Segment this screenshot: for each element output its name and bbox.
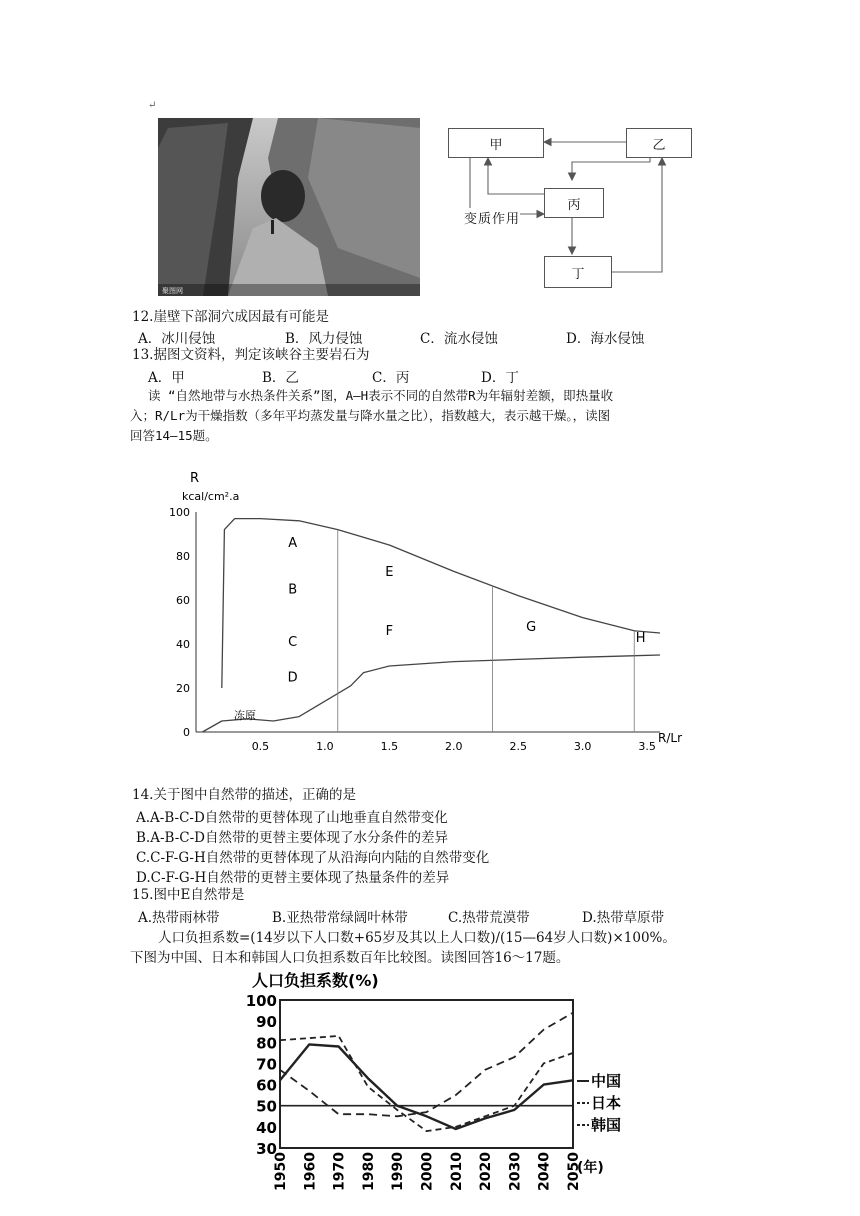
intro-zone-line2: 入；R/Lr为干燥指数（多年平均蒸发量与降水量之比），指数越大，表示越干燥。，读图 <box>130 408 611 423</box>
pop-x-tick-label: 1970 <box>331 1152 348 1191</box>
zone-x-tick-label: 3.0 <box>573 740 592 753</box>
pop-legend-label: 中国 <box>591 1072 622 1090</box>
pop-x-unit: (年) <box>577 1160 604 1176</box>
rock-box-bing: 丙 <box>544 188 604 218</box>
q14-option-b: B.A-B-C-D自然带的更替主要体现了水分条件的差异 <box>136 830 448 846</box>
zone-x-tick-label: 0.5 <box>251 740 270 753</box>
zone-y-tick-label: 0 <box>183 726 190 739</box>
pop-x-tick-label: 1990 <box>390 1152 407 1191</box>
rock-box-ding: 丁 <box>544 256 612 288</box>
q13-option-c: C．丙 <box>372 370 410 386</box>
intro-pop-line2: 下图为中国、日本和韩国人口负担系数百年比较图。读图回答16～17题。 <box>130 950 570 966</box>
q12-option-a: A．冰川侵蚀 <box>138 331 216 347</box>
pop-y-tick-label: 30 <box>256 1140 277 1158</box>
pop-x-tick-label: 2020 <box>478 1152 495 1191</box>
metamorphism-label: 变质作用 <box>464 208 520 227</box>
zone-label: G <box>526 619 537 635</box>
zone-x-axis-label: R/Lr <box>658 731 682 745</box>
pop-x-tick-label: 1960 <box>302 1152 319 1191</box>
zone-label: C <box>288 635 298 651</box>
natural-zone-chart <box>160 470 700 760</box>
q12-stem: 12.崖壁下部洞穴成因最有可能是 <box>132 309 329 325</box>
pop-x-tick-label: 2050 <box>566 1152 582 1191</box>
q14-option-c: C.C-F-G-H自然带的更替体现了从沿海向内陆的自然带变化 <box>136 850 490 866</box>
zone-x-tick-label: 3.5 <box>638 740 656 753</box>
zone-label: B <box>288 582 298 598</box>
q12-option-c: C．流水侵蚀 <box>420 331 498 347</box>
q13-option-d: D．丁 <box>481 370 519 386</box>
q14-option-a: A.A-B-C-D自然带的更替体现了山地垂直自然带变化 <box>136 810 448 826</box>
zone-x-tick-label: 2.0 <box>445 740 463 753</box>
pop-x-tick-label: 2030 <box>507 1152 524 1191</box>
q15-option-b: B.亚热带常绿阔叶林带 <box>272 910 408 926</box>
zone-label: D <box>287 670 298 686</box>
intro-zone-line1: 读 “自然地带与水热条件关系”图，A—H表示不同的自然带R为年辐射差额，即热量收 <box>148 388 614 403</box>
rock-box-jia: 甲 <box>448 128 544 158</box>
zone-y-axis-label: R <box>190 471 200 486</box>
zone-y-tick-label: 40 <box>176 638 190 651</box>
q13-option-b: B．乙 <box>262 370 299 386</box>
q13-stem: 13.据图文资料，判定该峡谷主要岩石为 <box>132 347 370 363</box>
pop-y-tick-label: 80 <box>256 1034 277 1053</box>
pop-chart-title: 人口负担系数(%) <box>252 971 379 990</box>
q15-stem: 15.图中E自然带是 <box>132 887 245 903</box>
q12-option-d: D．海水侵蚀 <box>566 331 645 347</box>
photo-watermark: 聚图网 <box>162 287 183 295</box>
zone-label: A <box>288 536 298 552</box>
zone-lower-curve <box>202 655 660 732</box>
zone-label: F <box>385 624 394 640</box>
q15-option-c: C.热带荒漠带 <box>448 910 530 926</box>
pop-plot-frame <box>280 1000 573 1148</box>
pop-series-line <box>280 1044 573 1129</box>
zone-label: 冻原 <box>233 708 256 722</box>
zone-label: E <box>385 564 394 580</box>
q14-option-d: D.C-F-G-H自然带的更替主要体现了热量条件的差异 <box>136 870 450 886</box>
zone-y-tick-label: 80 <box>176 550 190 563</box>
pop-x-tick-label: 2010 <box>448 1152 465 1191</box>
pop-y-tick-label: 70 <box>256 1055 277 1074</box>
q15-option-d: D.热带草原带 <box>582 910 665 926</box>
zone-y-axis-unit: kcal/cm².a <box>182 490 240 503</box>
zone-y-tick-label: 60 <box>176 594 190 607</box>
pop-y-tick-label: 40 <box>256 1118 277 1137</box>
pop-x-tick-label: 1950 <box>273 1152 289 1191</box>
rock-cycle-diagram <box>440 118 700 298</box>
rock-box-yi: 乙 <box>626 128 692 158</box>
q13-option-a: A．甲 <box>148 370 185 386</box>
paragraph-mark: ↵ <box>148 100 157 111</box>
q15-option-a: A.热带雨林带 <box>138 910 220 926</box>
zone-x-tick-label: 1.0 <box>316 740 334 753</box>
pop-legend-label: 日本 <box>591 1094 622 1112</box>
pop-x-tick-label: 2040 <box>536 1152 553 1191</box>
q12-option-b: B．风力侵蚀 <box>285 331 363 347</box>
canyon-photo <box>158 118 420 296</box>
population-dependency-chart <box>230 968 650 1208</box>
intro-zone-line3: 回答14—15题。 <box>130 428 218 443</box>
zone-x-tick-label: 2.5 <box>509 740 527 753</box>
zone-y-tick-label: 100 <box>169 506 190 519</box>
pop-series-line <box>280 1013 573 1117</box>
zone-x-tick-label: 1.5 <box>380 740 399 753</box>
pop-x-tick-label: 2000 <box>419 1152 436 1191</box>
pop-y-tick-label: 60 <box>256 1076 277 1095</box>
pop-y-tick-label: 90 <box>256 1013 277 1032</box>
pop-x-tick-label: 1980 <box>360 1152 377 1191</box>
pop-y-tick-label: 100 <box>245 992 277 1010</box>
pop-y-tick-label: 50 <box>256 1097 277 1116</box>
intro-pop-line1: 人口负担系数=(14岁以下人口数+65岁及其以上人口数)/(15—64岁人口数)×100%。 <box>158 930 676 946</box>
q14-stem: 14.关于图中自然带的描述，正确的是 <box>132 787 356 803</box>
zone-label: H <box>635 630 646 646</box>
pop-legend-label: 韩国 <box>591 1116 622 1134</box>
zone-y-tick-label: 20 <box>176 682 190 695</box>
